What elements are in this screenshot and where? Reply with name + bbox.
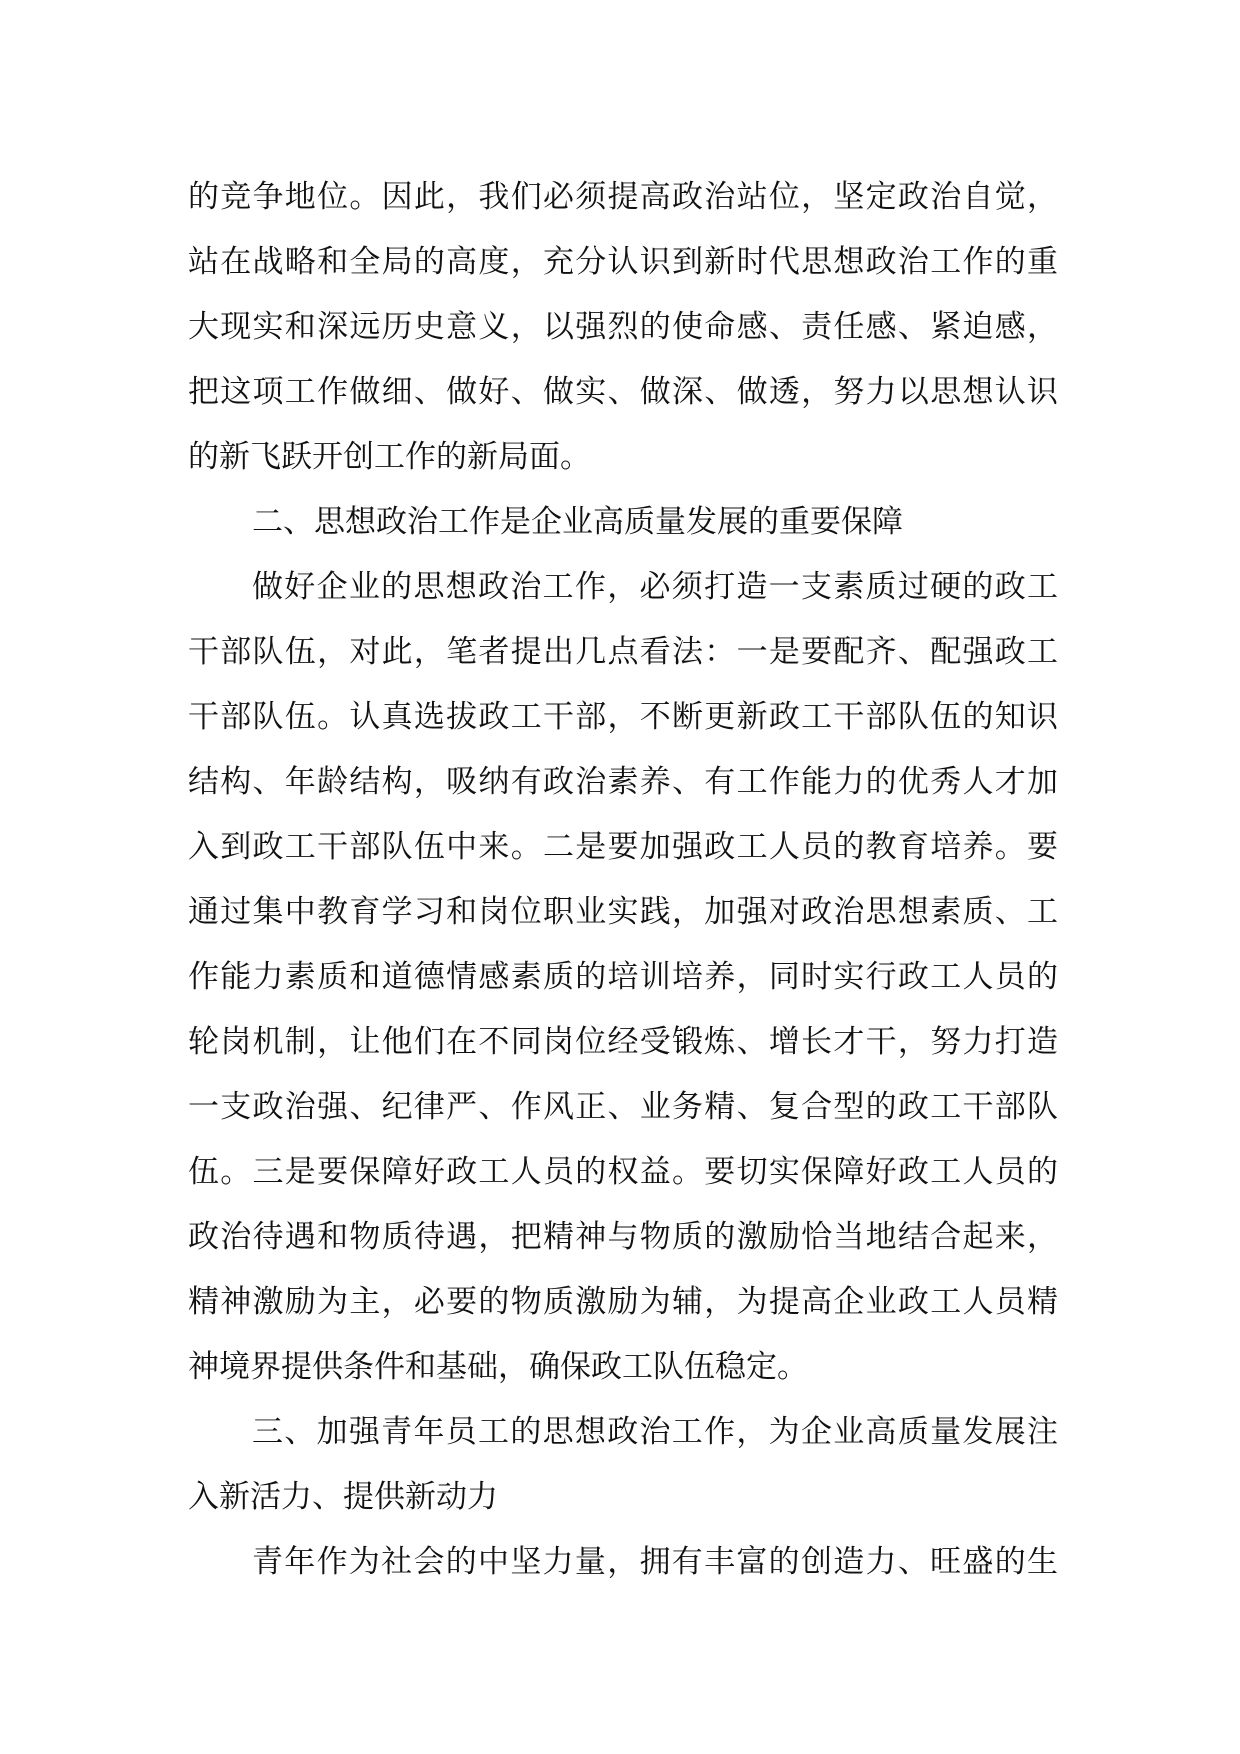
text-line: 通过集中教育学习和岗位职业实践，加强对政治思想素质、工 [188, 894, 1058, 930]
section-heading-3: 三、加强青年员工的思想政治工作，为企业高质量发展注 [252, 1414, 1058, 1450]
text-line: 的竞争地位。因此，我们必须提高政治站位，坚定政治自觉， [188, 179, 1058, 215]
text-line: 政治待遇和物质待遇，把精神与物质的激励恰当地结合起来， [188, 1219, 1058, 1255]
text-line: 干部队伍。认真选拔政工干部，不断更新政工干部队伍的知识 [188, 699, 1058, 735]
text-line: 的新飞跃开创工作的新局面。 [188, 439, 591, 475]
section-heading-3-cont: 入新活力、提供新动力 [188, 1479, 498, 1515]
text-line: 大现实和深远历史意义，以强烈的使命感、责任感、紧迫感， [188, 309, 1058, 345]
text-line: 入到政工干部队伍中来。二是要加强政工人员的教育培养。要 [188, 829, 1058, 865]
text-line: 把这项工作做细、做好、做实、做深、做透，努力以思想认识 [188, 374, 1058, 410]
text-line: 青年作为社会的中坚力量，拥有丰富的创造力、旺盛的生 [252, 1544, 1058, 1580]
text-line: 一支政治强、纪律严、作风正、业务精、复合型的政工干部队 [188, 1089, 1058, 1125]
text-line: 轮岗机制，让他们在不同岗位经受锻炼、增长才干，努力打造 [188, 1024, 1058, 1060]
section-heading-2: 二、思想政治工作是企业高质量发展的重要保障 [252, 504, 903, 540]
text-line: 干部队伍，对此，笔者提出几点看法：一是要配齐、配强政工 [188, 634, 1058, 670]
text-line: 作能力素质和道德情感素质的培训培养，同时实行政工人员的 [188, 959, 1058, 995]
text-line: 结构、年龄结构，吸纳有政治素养、有工作能力的优秀人才加 [188, 764, 1058, 800]
text-line: 做好企业的思想政治工作，必须打造一支素质过硬的政工 [252, 569, 1058, 605]
text-line: 伍。三是要保障好政工人员的权益。要切实保障好政工人员的 [188, 1154, 1058, 1190]
text-line: 站在战略和全局的高度，充分认识到新时代思想政治工作的重 [188, 244, 1058, 280]
text-line: 精神激励为主，必要的物质激励为辅，为提高企业政工人员精 [188, 1284, 1058, 1320]
text-line: 神境界提供条件和基础，确保政工队伍稳定。 [188, 1349, 808, 1385]
